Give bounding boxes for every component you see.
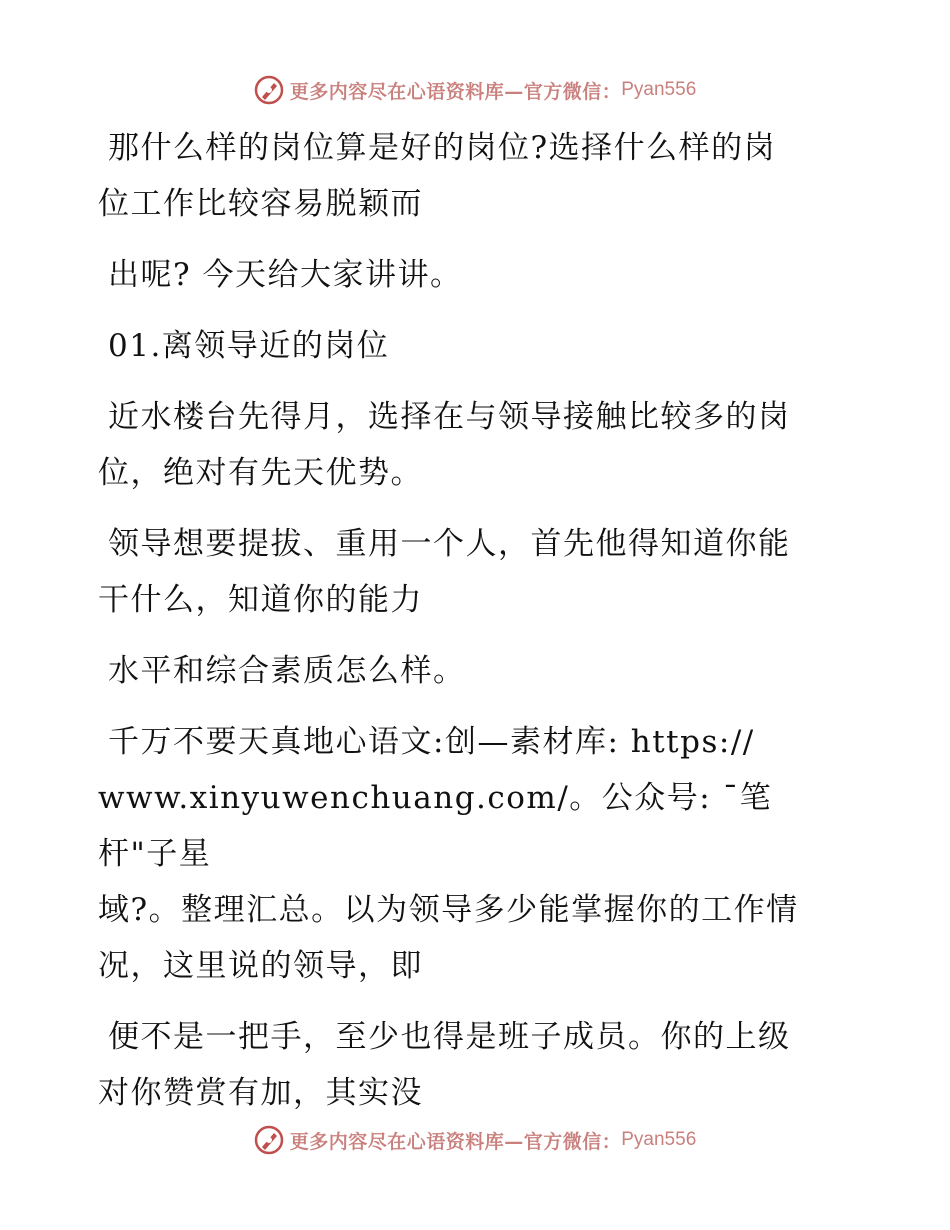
banner-text: 更多内容尽在心语资料库—官方微信：	[289, 80, 622, 103]
text-line: www.xinyuwenchuang.com/。公众号: ¯笔杆"子星	[98, 780, 773, 872]
text-line: 位，绝对有先天优势。	[98, 455, 423, 491]
text-line: 千万不要天真地心语文:创—素材库: https://	[108, 724, 755, 760]
paragraph	[98, 120, 838, 232]
text-line: 那什么样的岗位算是好的岗位?选择什么样的岗	[108, 130, 777, 166]
banner-wechat-id: Pyan556	[621, 79, 697, 100]
paragraph	[98, 516, 838, 628]
text-line: 便不是一把手，至少也得是班子成员。你的上级	[108, 1019, 791, 1055]
banner-text: 更多内容尽在心语资料库—官方微信：	[289, 1130, 622, 1153]
text-line: 况，这里说的领导，即	[98, 948, 423, 984]
footer-banner	[0, 1120, 950, 1160]
section-heading	[98, 318, 838, 374]
text-line: 位工作比较容易脱颖而	[98, 186, 423, 222]
paragraph	[98, 643, 838, 699]
paragraph	[98, 389, 838, 501]
text-line: 干什么，知道你的能力	[98, 582, 423, 618]
header-banner	[0, 70, 950, 110]
text-line: 对你赞赏有加，其实没	[98, 1075, 423, 1111]
text-line: 近水楼台先得月，选择在与领导接触比较多的岗	[108, 399, 791, 435]
text-line: 领导想要提拔、重用一个人，首先他得知道你能	[108, 526, 791, 562]
text-line: 出呢? 今天给大家讲讲。	[108, 257, 463, 293]
paragraph	[98, 1009, 838, 1121]
banner-wechat-id: Pyan556	[621, 1129, 697, 1150]
paragraph	[98, 714, 838, 994]
text-line: 水平和综合素质怎么样。	[108, 653, 466, 689]
document-body	[98, 120, 838, 1136]
pen-logo-icon	[254, 75, 284, 105]
text-line: 域?。整理汇总。以为领导多少能掌握你的工作情	[98, 892, 799, 928]
pen-logo-icon	[254, 1125, 284, 1155]
text-line: 01.离领导近的岗位	[108, 328, 390, 364]
paragraph	[98, 247, 838, 303]
